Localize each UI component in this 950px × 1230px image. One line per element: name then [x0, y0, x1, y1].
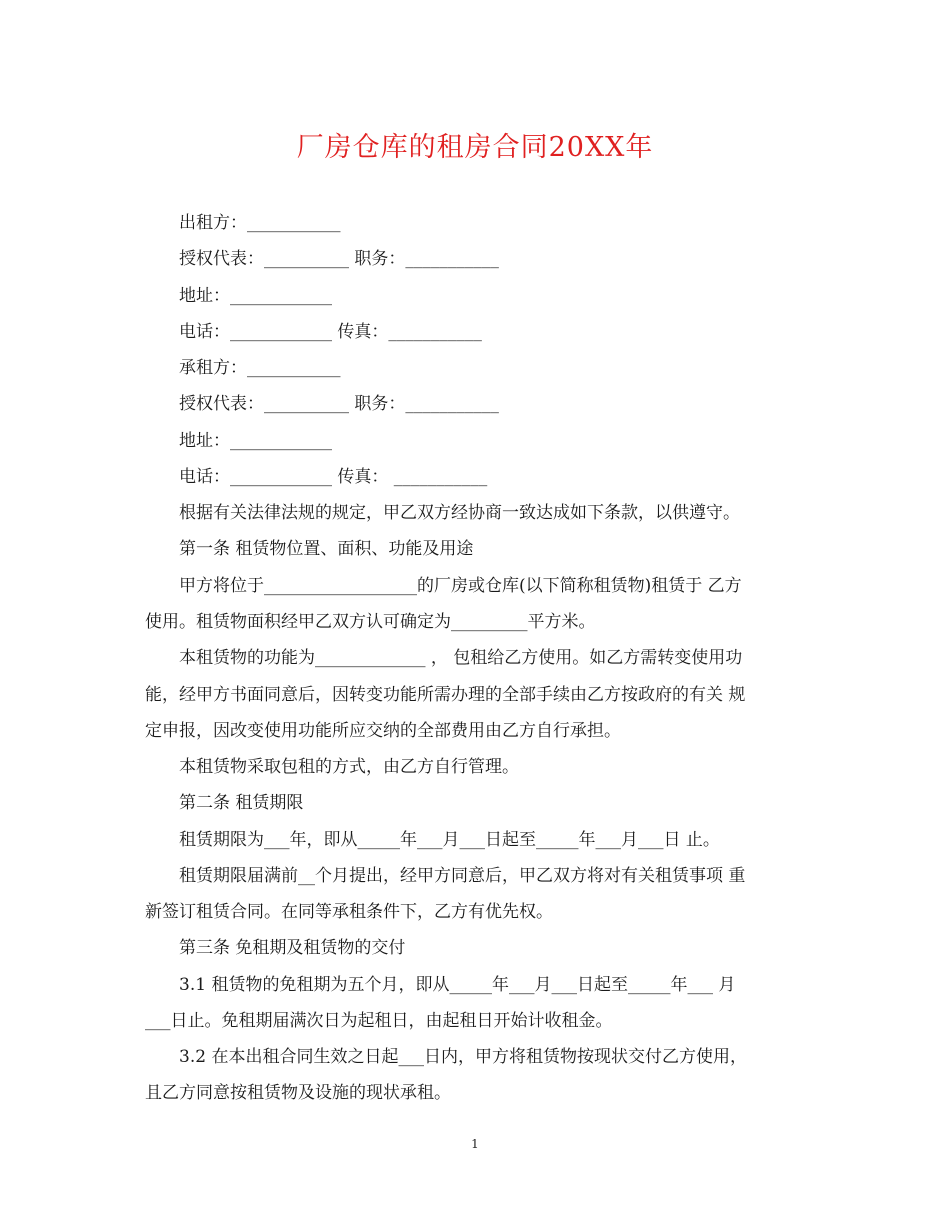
article-2-paragraph-2-line-2: 新签订租赁合同。在同等承租条件下，乙方有优先权。	[145, 902, 553, 922]
lessor-line: 出租方：___________	[179, 213, 341, 233]
article-2-paragraph-2-line-1: 租赁期限届满前__个月提出，经甲方同意后，甲乙双方将对有关租赁事项 重	[179, 866, 746, 886]
article-1-paragraph-1-line-2: 使用。租赁物面积经甲乙双方认可确定为_________平方米。	[145, 612, 596, 632]
lessor-address-line: 地址：____________	[179, 286, 332, 306]
article-1-paragraph-2-line-2: 能，经甲方书面同意后，因转变功能所需办理的全部手续由乙方按政府的有关 规	[145, 685, 746, 705]
article-1-paragraph-2-line-3: 定申报，因改变使用功能所应交纳的全部费用由乙方自行承担。	[145, 721, 621, 741]
article-1-paragraph-2-line-1: 本租赁物的功能为_____________ ， 包租给乙方使用。如乙方需转变使用功	[179, 648, 743, 668]
lessee-address-line: 地址：____________	[179, 431, 332, 451]
lessee-phone-line: 电话：____________ 传真： ___________	[179, 467, 488, 487]
lessee-line: 承租方：___________	[179, 358, 341, 378]
lessee-representative-line: 授权代表：__________ 职务：___________	[179, 394, 499, 414]
clause-3-2-line-2: 且乙方同意按租赁物及设施的现状承租。	[145, 1083, 451, 1103]
clause-3-2-line-1: 3.2 在本出租合同生效之日起___日内，甲方将租赁物按现状交付乙方使用，	[179, 1047, 747, 1067]
page-number: 1	[471, 1137, 479, 1151]
lessor-phone-line: 电话：____________ 传真：___________	[179, 322, 482, 342]
article-2-paragraph-1: 租赁期限为___年，即从_____年___月___日起至_____年___月___日 止。	[179, 830, 720, 850]
article-1-paragraph-3: 本租赁物采取包租的方式，由乙方自行管理。	[179, 757, 519, 777]
clause-3-1-line-1: 3.1 租赁物的免租期为五个月，即从_____年___月___日起至_____年___ 月	[179, 975, 736, 995]
clause-3-1-line-2: ___日止。免租期届满次日为起租日，由起租日开始计收租金。	[145, 1011, 613, 1031]
document-title: 厂房仓库的租房合同20XX年	[296, 132, 654, 163]
article-2-heading: 第二条 租赁期限	[179, 793, 304, 813]
lessor-representative-line: 授权代表：__________ 职务：___________	[179, 249, 499, 269]
article-3-heading: 第三条 免租期及租赁物的交付	[179, 938, 406, 958]
article-1-heading: 第一条 租赁物位置、面积、功能及用途	[179, 539, 474, 559]
article-1-paragraph-1-line-1: 甲方将位于__________________的厂房或仓库(以下简称租赁物)租赁于 乙方	[179, 576, 742, 596]
preamble-paragraph: 根据有关法律法规的规定，甲乙双方经协商一致达成如下条款，以供遵守。	[179, 503, 740, 523]
